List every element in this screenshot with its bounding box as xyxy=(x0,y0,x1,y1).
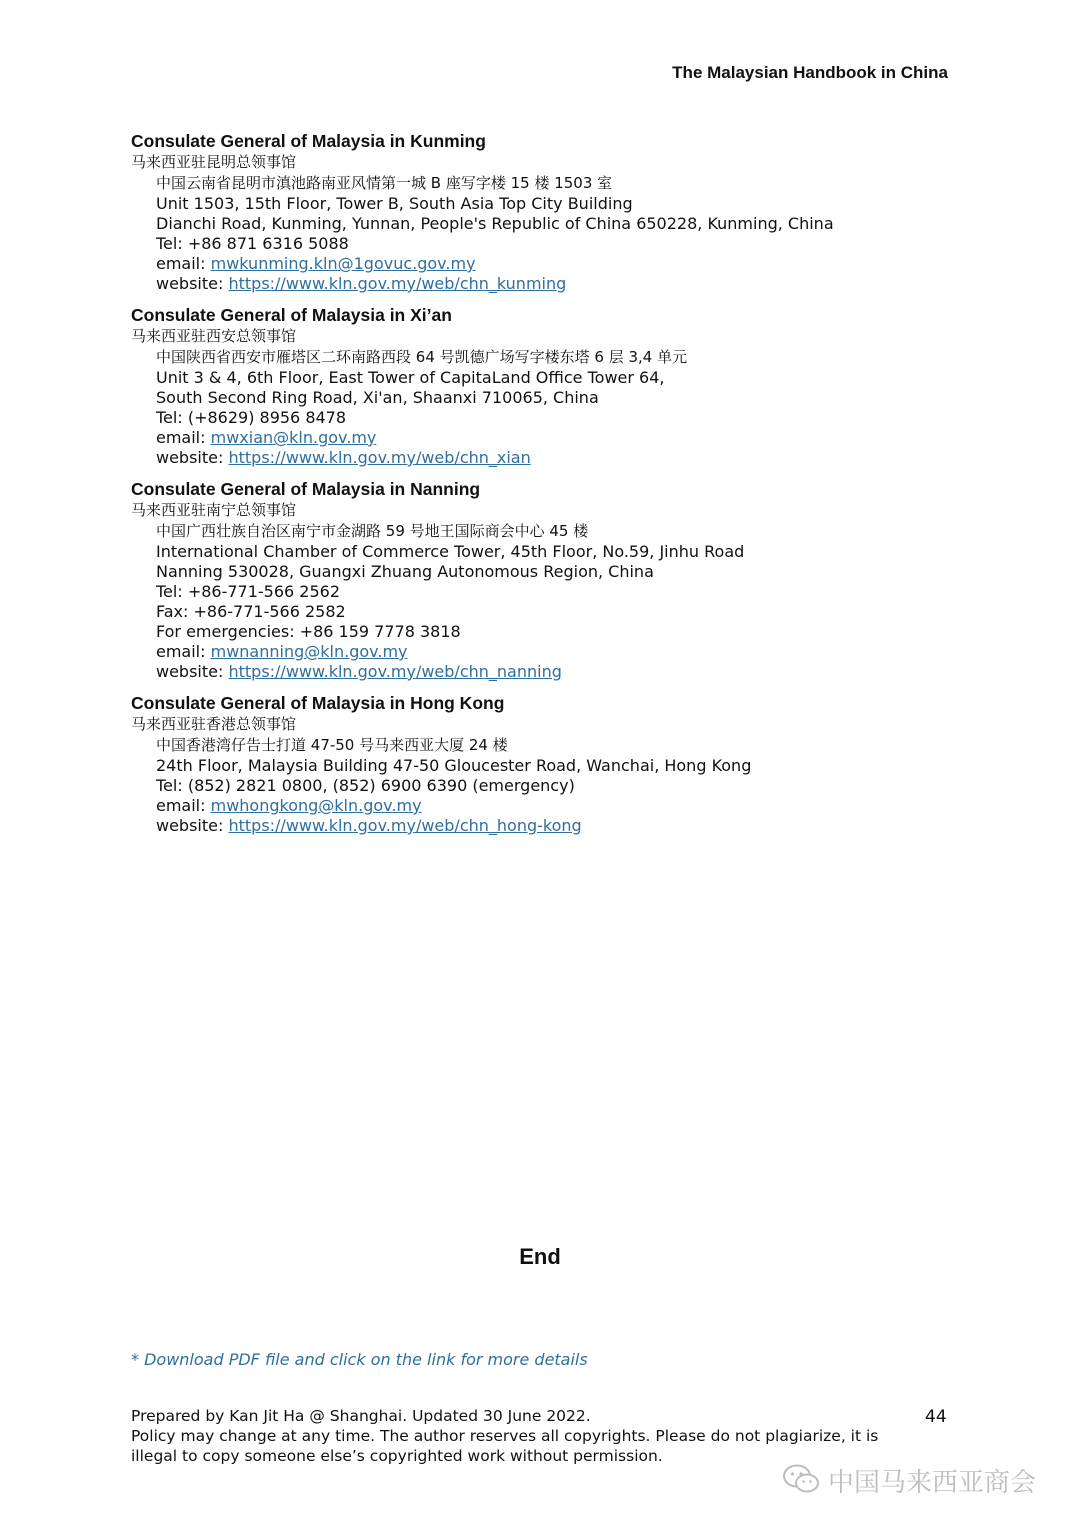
consulate-kunming xyxy=(131,130,951,294)
email-label: email: xyxy=(156,254,211,273)
page-footer xyxy=(131,1406,911,1466)
chinese-address: 中国广西壮族自治区南宁市金湖路 59 号地王国际商会中心 45 楼 xyxy=(156,522,589,540)
email-label: email: xyxy=(156,642,211,661)
address-line: 24th Floor, Malaysia Building 47-50 Gloucester Road, Wanchai, Hong Kong xyxy=(156,756,752,775)
email-label: email: xyxy=(156,428,211,447)
email-link[interactable]: mwkunming.kln@1govuc.gov.my xyxy=(210,254,476,273)
website-link[interactable]: https://www.kln.gov.my/web/chn_nanning xyxy=(228,662,562,681)
watermark-text: 中国马来西亚商会 xyxy=(828,1468,1037,1498)
email-link[interactable]: mwxian@kln.gov.my xyxy=(210,428,377,447)
consulate-title: Consulate General of Malaysia in Hong Kong xyxy=(131,693,505,713)
website-link[interactable]: https://www.kln.gov.my/web/chn_hong-kong xyxy=(228,816,582,835)
consulate-title: Consulate General of Malaysia in Kunming xyxy=(131,131,486,151)
website-label: website: xyxy=(156,816,229,835)
consulate-chinese-name: 马来西亚驻南宁总领事馆 xyxy=(131,501,297,519)
consulate-details xyxy=(131,520,951,682)
footer-prepared-by: Prepared by Kan Jit Ha @ Shanghai. Updated 30 June 2022. xyxy=(131,1407,591,1425)
consulate-chinese-name: 马来西亚驻昆明总领事馆 xyxy=(131,153,297,171)
consulate-title: Consulate General of Malaysia in Nanning xyxy=(131,479,481,499)
address-line: South Second Ring Road, Xi'an, Shaanxi 710065, China xyxy=(156,388,599,407)
download-note: * Download PDF file and click on the link for more details xyxy=(131,1350,588,1369)
phone-line: Tel: +86-771-566 2562 xyxy=(156,582,341,601)
consulate-title: Consulate General of Malaysia in Xi’an xyxy=(131,305,452,325)
end-heading: End xyxy=(519,1244,561,1269)
consulate-hong-kong xyxy=(131,692,951,836)
footer-copyright: Policy may change at any time. The author reserves all copyrights. Please do not plagiarize, it is illegal to copy someone else’s copyrighted work without permission. xyxy=(131,1427,879,1465)
consulate-chinese-name: 马来西亚驻西安总领事馆 xyxy=(131,327,297,345)
consulate-nanning xyxy=(131,478,951,682)
consulate-chinese-name: 马来西亚驻香港总领事馆 xyxy=(131,715,297,733)
website-row xyxy=(156,662,951,682)
email-row xyxy=(156,428,951,448)
address-line: Unit 1503, 15th Floor, Tower B, South Asia Top City Building xyxy=(156,194,633,213)
phone-line: Tel: +86 871 6316 5088 xyxy=(156,234,349,253)
chinese-address: 中国陕西省西安市雁塔区二环南路西段 64 号凯德广场写字楼东塔 6 层 3,4 单元 xyxy=(156,348,688,366)
website-label: website: xyxy=(156,448,229,467)
address-line: International Chamber of Commerce Tower, 45th Floor, No.59, Jinhu Road xyxy=(156,542,745,561)
wechat-icon xyxy=(782,1463,820,1499)
website-label: website: xyxy=(156,274,229,293)
address-line: Unit 3 & 4, 6th Floor, East Tower of CapitaLand Office Tower 64, xyxy=(156,368,665,387)
watermark xyxy=(782,1462,1036,1499)
email-row xyxy=(156,254,951,274)
website-row xyxy=(156,274,951,294)
phone-line: Tel: (852) 2821 0800, (852) 6900 6390 (emergency) xyxy=(156,776,575,795)
address-line: Nanning 530028, Guangxi Zhuang Autonomous Region, China xyxy=(156,562,654,581)
chinese-address: 中国香港湾仔告士打道 47-50 号马来西亚大厦 24 楼 xyxy=(156,736,508,754)
fax-line: Fax: +86-771-566 2582 xyxy=(156,602,346,621)
website-link[interactable]: https://www.kln.gov.my/web/chn_kunming xyxy=(228,274,567,293)
website-label: website: xyxy=(156,662,229,681)
page-header-title: The Malaysian Handbook in China xyxy=(672,63,948,82)
email-row xyxy=(156,796,951,816)
emergency-line: For emergencies: +86 159 7778 3818 xyxy=(156,622,461,641)
consulate-details xyxy=(131,346,951,468)
email-link[interactable]: mwnanning@kln.gov.my xyxy=(210,642,408,661)
phone-line: Tel: (+8629) 8956 8478 xyxy=(156,408,347,427)
website-row xyxy=(156,448,951,468)
consulate-list xyxy=(131,130,951,846)
consulate-details xyxy=(131,172,951,294)
chinese-address: 中国云南省昆明市滇池路南亚风情第一城 B 座写字楼 15 楼 1503 室 xyxy=(156,174,613,192)
email-label: email: xyxy=(156,796,211,815)
consulate-details xyxy=(131,734,951,836)
consulate-xian xyxy=(131,304,951,468)
email-row xyxy=(156,642,951,662)
address-line: Dianchi Road, Kunming, Yunnan, People's Republic of China 650228, Kunming, China xyxy=(156,214,834,233)
website-link[interactable]: https://www.kln.gov.my/web/chn_xian xyxy=(228,448,531,467)
email-link[interactable]: mwhongkong@kln.gov.my xyxy=(210,796,422,815)
website-row xyxy=(156,816,951,836)
page-number: 44 xyxy=(925,1407,947,1427)
